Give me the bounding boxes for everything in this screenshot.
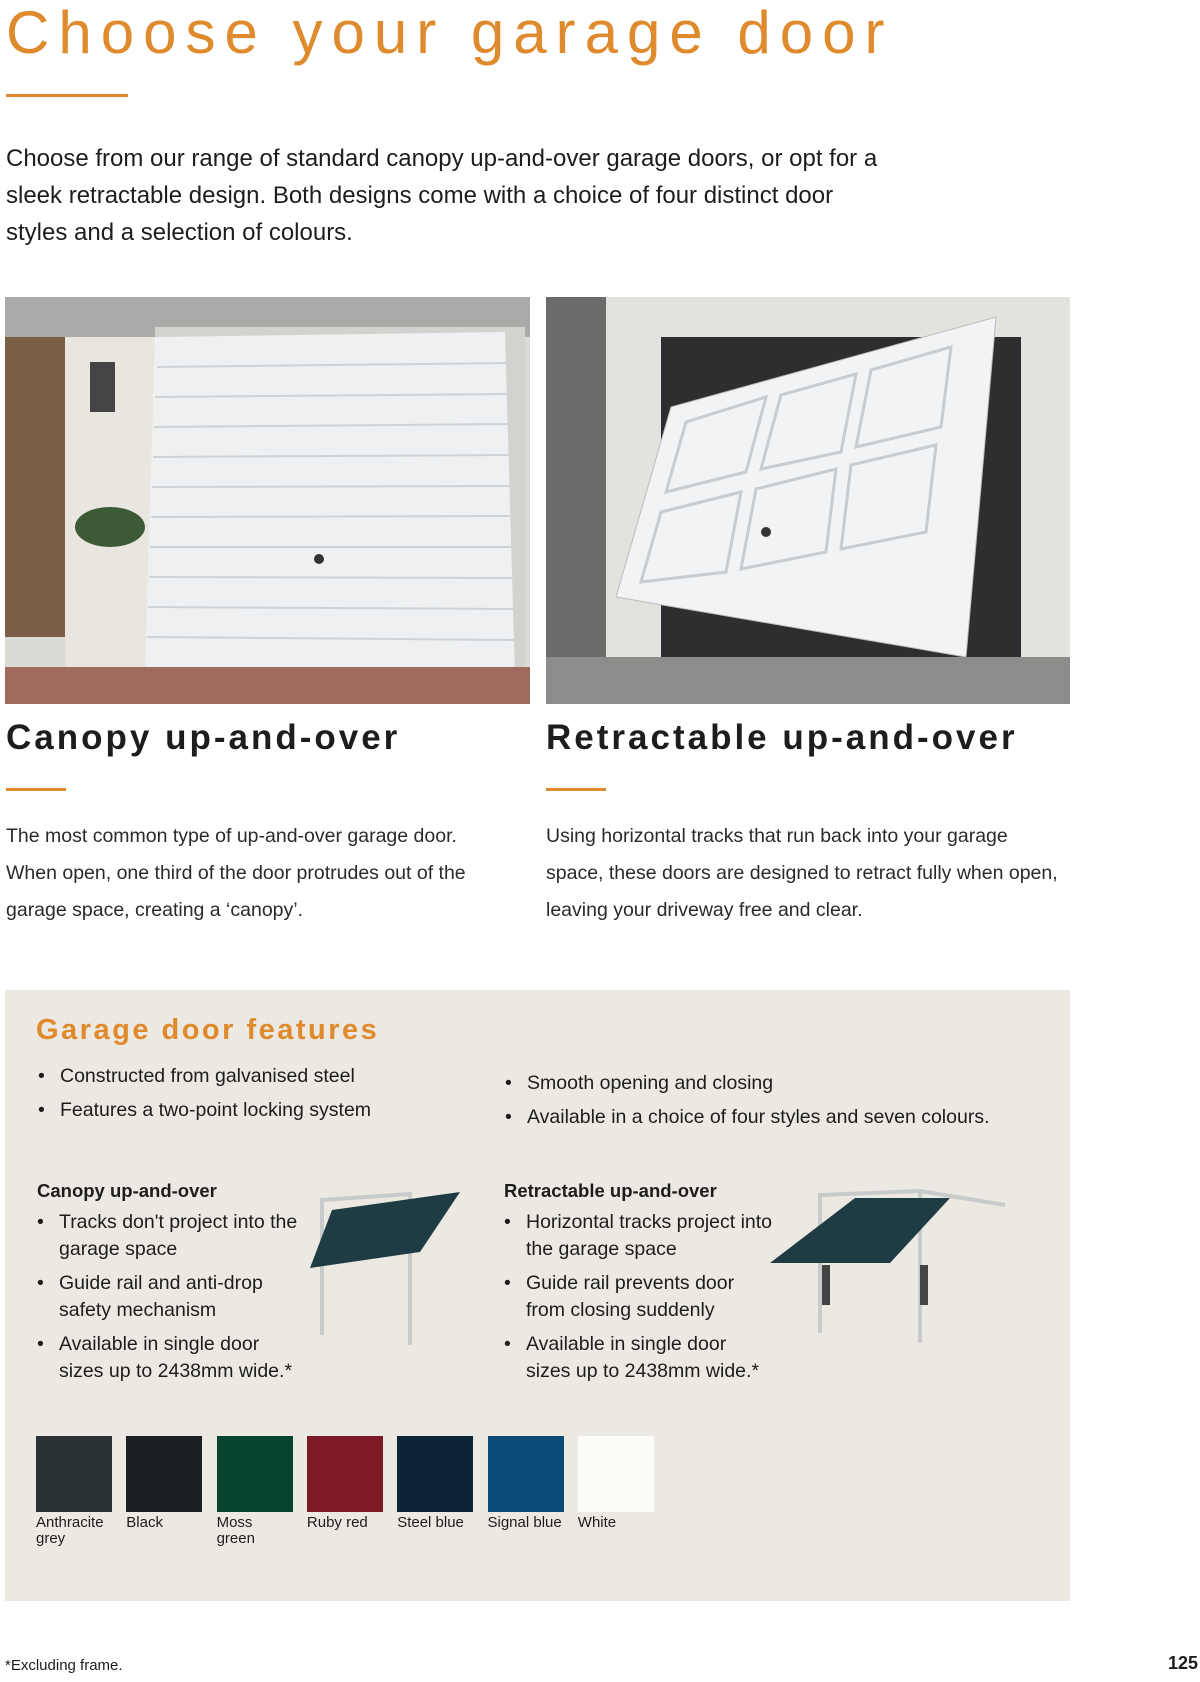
colour-swatch-label: White (577, 1514, 617, 1531)
canopy-heading: Canopy up-and-over (6, 718, 401, 757)
colour-swatch-steel-blue (397, 1436, 473, 1512)
colour-swatch-black (126, 1436, 202, 1512)
canopy-rule (6, 788, 66, 791)
colour-swatch-label: Moss green (216, 1514, 255, 1547)
colour-swatch-white (578, 1436, 654, 1512)
feature-item: • Features a two-point locking system (38, 1097, 371, 1124)
canopy-description: The most common type of up-and-over garage door. When open, one third of the door protrudes out of the garage space, creating a ‘canopy’. (6, 825, 466, 921)
colour-swatch-label: Steel blue (397, 1514, 464, 1531)
feature-item: • Guide rail prevents door from closing suddenly (504, 1270, 774, 1324)
canopy-diagram (310, 1180, 460, 1350)
colour-swatch-moss-green (217, 1436, 293, 1512)
features-title: Garage door features (36, 1014, 380, 1046)
colour-swatch-signal-blue (488, 1436, 564, 1512)
feature-item: • Available in single door sizes up to 2438mm wide.* (504, 1331, 774, 1385)
retractable-features (504, 1180, 774, 1392)
feature-item: • Constructed from galvanised steel (38, 1063, 371, 1090)
retractable-heading: Retractable up-and-over (546, 718, 1018, 757)
features-list-left (38, 1063, 371, 1131)
colour-swatch-anthracite-grey (36, 1436, 112, 1512)
page-number: 125 (1167, 1653, 1198, 1673)
title-rule (6, 94, 128, 97)
colour-swatch-ruby-red (307, 1436, 383, 1512)
colour-swatch-label: Signal blue (487, 1514, 562, 1531)
feature-item: • Tracks don't project into the garage space (37, 1209, 307, 1263)
footnote: *Excluding frame. (5, 1657, 123, 1674)
retractable-description: Using horizontal tracks that run back into your garage space, these doors are designed to retract fully when open, leaving your driveway free and clear. (546, 825, 1058, 921)
retractable-door-photo (546, 297, 1070, 704)
canopy-features (37, 1180, 307, 1392)
feature-item: • Available in single door sizes up to 2438mm wide.* (37, 1331, 307, 1385)
page-title: Choose your garage door (6, 0, 894, 66)
colour-swatch-label: Ruby red (306, 1514, 368, 1531)
canopy-door-photo (5, 297, 530, 704)
feature-item: • Available in a choice of four styles and seven colours. (505, 1104, 990, 1131)
feature-item: • Horizontal tracks project into the garage space (504, 1209, 774, 1263)
feature-item: • Guide rail and anti-drop safety mechanism (37, 1270, 307, 1324)
feature-item: • Smooth opening and closing (505, 1070, 990, 1097)
colour-swatch-label: Anthracite grey (36, 1514, 104, 1547)
colour-swatch-label: Black (126, 1514, 163, 1531)
canopy-features-heading: Canopy up-and-over (37, 1180, 217, 1201)
retractable-rule (546, 788, 606, 791)
retractable-features-heading: Retractable up-and-over (504, 1180, 717, 1201)
retractable-diagram (770, 1183, 1010, 1348)
features-list-right (505, 1070, 990, 1138)
intro-text: Choose from our range of standard canopy up-and-over garage doors, or opt for a sleek retractable design. Both designs come with a choice of four distinct door styles and a selection of colours. (6, 145, 878, 246)
